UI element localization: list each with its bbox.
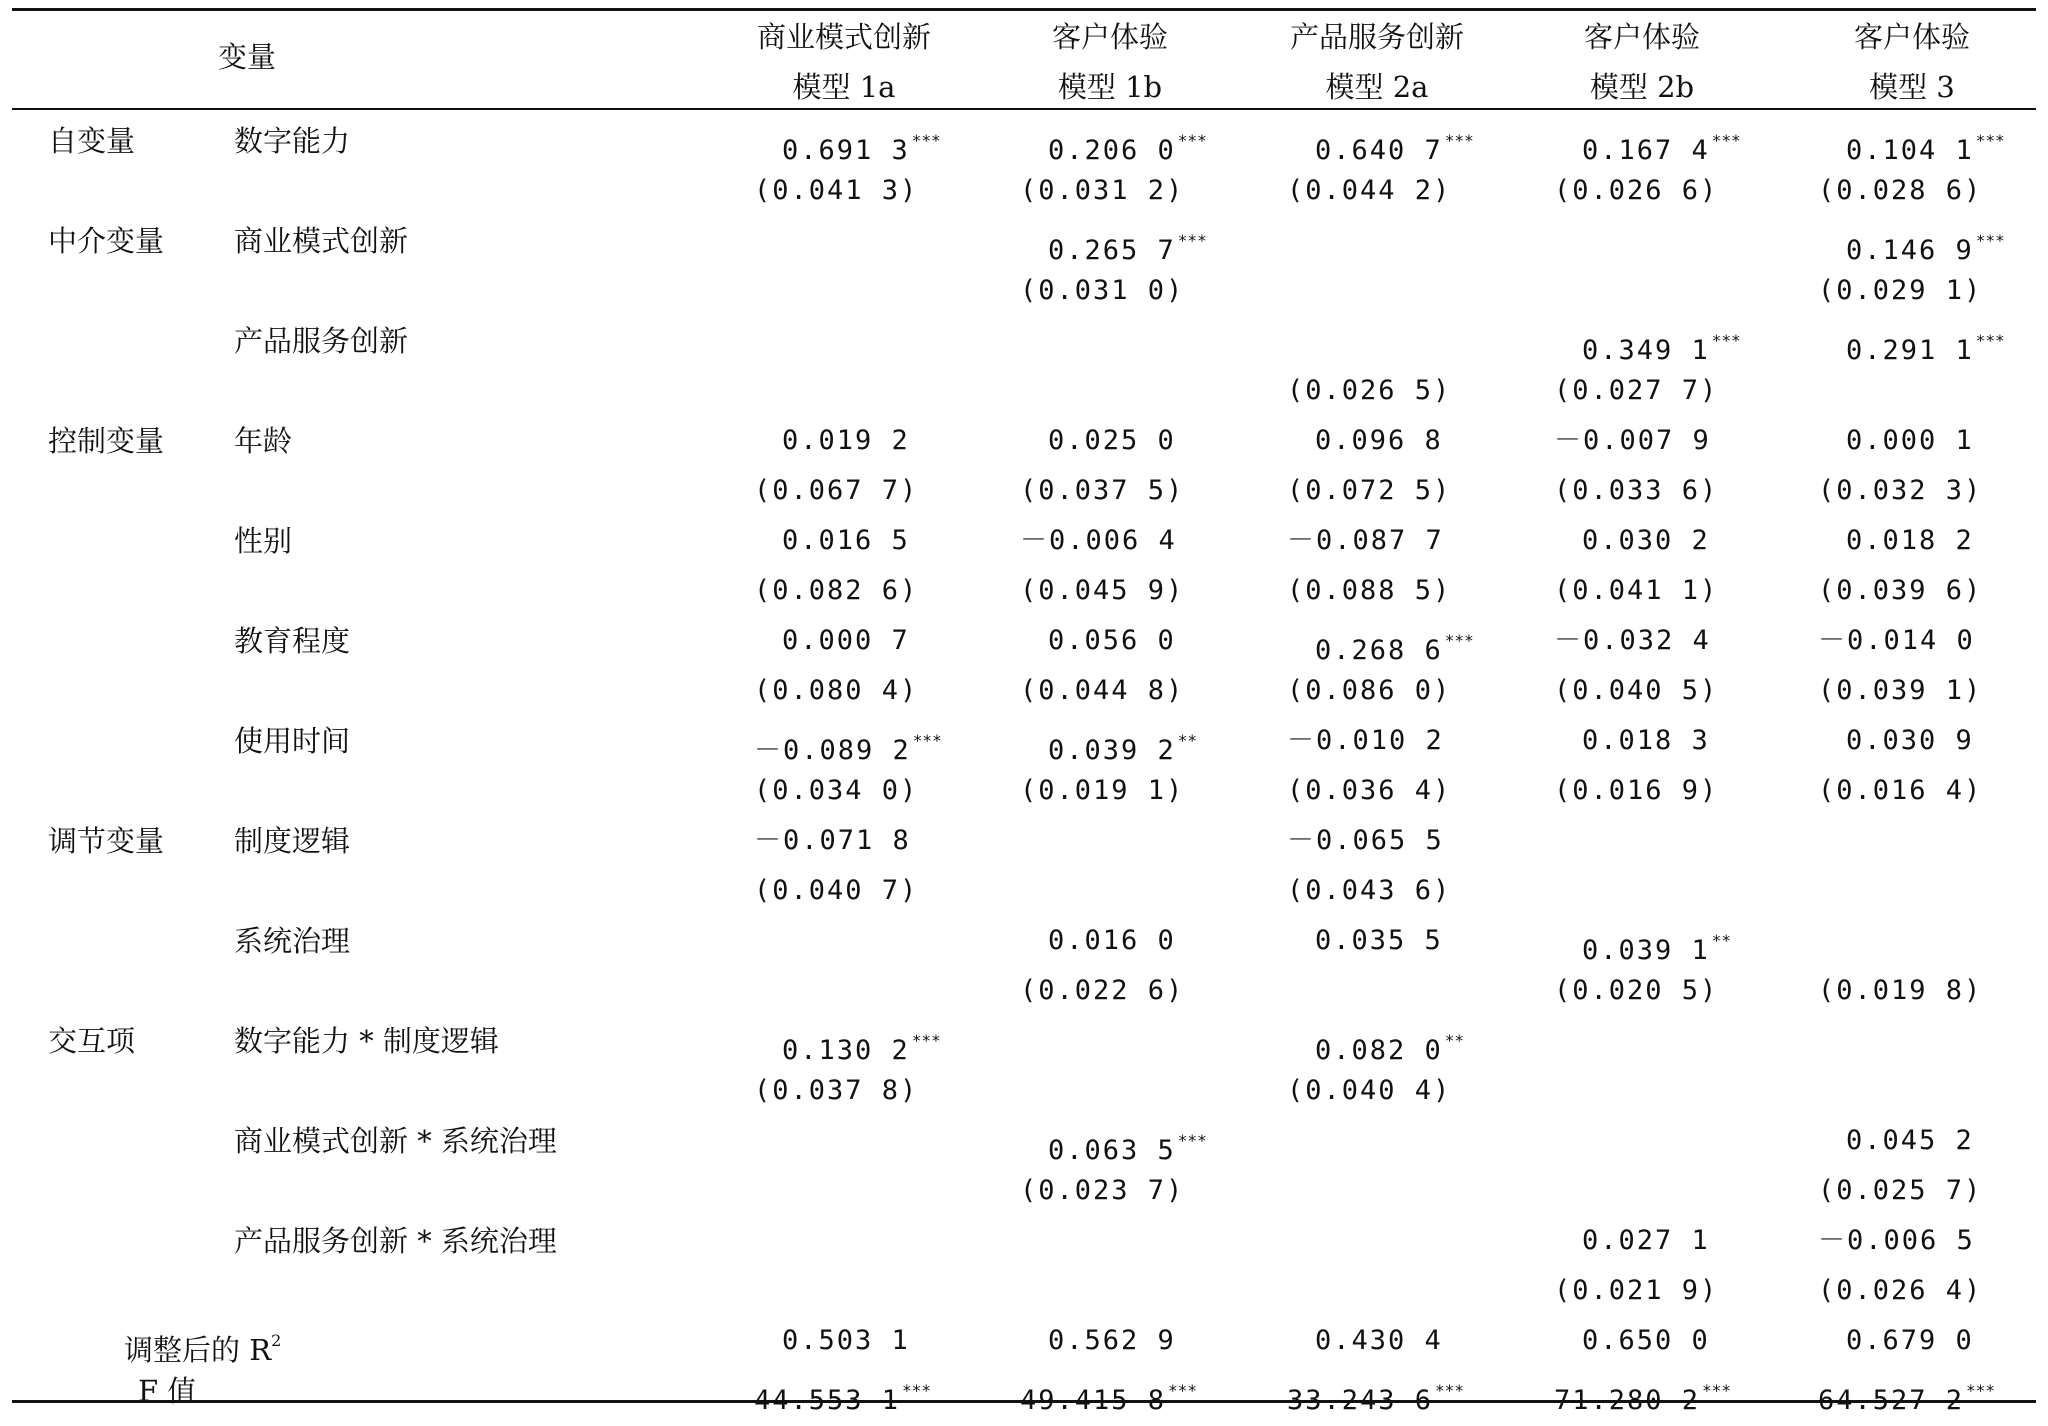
header-column-2 bbox=[980, 12, 1240, 112]
header-column-4 bbox=[1512, 12, 1772, 112]
std-error-cell: (0.086 0) bbox=[1287, 675, 1452, 706]
coefficient-cell bbox=[1287, 816, 1444, 866]
significance-stars: *** bbox=[1975, 131, 2005, 150]
summary-value bbox=[1287, 1366, 1464, 1416]
std-error-cell: (0.040 5) bbox=[1554, 675, 1719, 706]
value: 0.503 1 bbox=[782, 1325, 910, 1356]
coefficient-cell bbox=[1315, 616, 1474, 666]
std-error-cell: (0.045 9) bbox=[1020, 575, 1185, 606]
category-label: 自变量 bbox=[48, 124, 136, 158]
significance-stars: ** bbox=[1444, 1031, 1465, 1050]
coefficient-cell bbox=[1048, 416, 1176, 466]
std-error-cell: (0.031 2) bbox=[1020, 175, 1185, 206]
coefficient-cell bbox=[782, 1016, 941, 1066]
value: 0.000 7 bbox=[782, 625, 910, 656]
summary-value bbox=[1582, 1316, 1710, 1366]
value: 0.268 6 bbox=[1315, 635, 1443, 666]
variable-label: 系统治理 bbox=[234, 924, 351, 958]
coefficient-cell bbox=[782, 116, 941, 166]
std-error-cell: (0.026 6) bbox=[1554, 175, 1719, 206]
summary-value bbox=[1554, 1366, 1731, 1416]
value: 0.349 1 bbox=[1582, 335, 1710, 366]
significance-stars: ** bbox=[1711, 931, 1732, 950]
value: －0.014 0 bbox=[1818, 625, 1975, 656]
std-error-cell: (0.028 6) bbox=[1818, 175, 1983, 206]
column-title: 客户体验 bbox=[1583, 20, 1700, 54]
header-column-5 bbox=[1782, 12, 2042, 112]
summary-label bbox=[138, 1366, 196, 1416]
significance-stars: *** bbox=[911, 1031, 941, 1050]
value: －0.087 7 bbox=[1287, 525, 1444, 556]
std-error-cell: (0.022 6) bbox=[1020, 975, 1185, 1006]
value: －0.006 4 bbox=[1020, 525, 1177, 556]
significance-stars: *** bbox=[1702, 1381, 1731, 1400]
std-error-cell: (0.040 4) bbox=[1287, 1075, 1452, 1106]
coefficient-cell bbox=[1048, 1116, 1207, 1166]
coefficient-cell bbox=[1582, 116, 1741, 166]
variable-label: 产品服务创新 * 系统治理 bbox=[234, 1224, 557, 1258]
coefficient-cell bbox=[1582, 916, 1731, 966]
value: 0.035 5 bbox=[1315, 925, 1443, 956]
coefficient-cell bbox=[1048, 116, 1207, 166]
variable-label: 教育程度 bbox=[234, 624, 351, 658]
std-error-cell: (0.021 9) bbox=[1554, 1275, 1719, 1306]
value: 0.430 4 bbox=[1315, 1325, 1443, 1356]
std-error-cell: (0.037 8) bbox=[754, 1075, 919, 1106]
significance-stars: *** bbox=[1177, 1131, 1207, 1150]
summary-value bbox=[754, 1366, 931, 1416]
value: 71.280 2 bbox=[1554, 1385, 1701, 1416]
std-error-cell: (0.044 2) bbox=[1287, 175, 1452, 206]
significance-stars: *** bbox=[1444, 631, 1474, 650]
coefficient-cell bbox=[1846, 516, 1974, 566]
value: 0.082 0 bbox=[1315, 1035, 1443, 1066]
variable-label: 商业模式创新 bbox=[234, 224, 409, 258]
value: 0.056 0 bbox=[1048, 625, 1176, 656]
coefficient-cell bbox=[1846, 216, 2005, 266]
significance-stars: *** bbox=[1435, 1381, 1464, 1400]
coefficient-cell bbox=[1846, 1116, 1974, 1166]
category-label: 控制变量 bbox=[48, 424, 165, 458]
value: 0.167 4 bbox=[1582, 135, 1710, 166]
variable-label: 商业模式创新 * 系统治理 bbox=[234, 1124, 557, 1158]
value: 0.146 9 bbox=[1846, 235, 1974, 266]
std-error-cell: (0.080 4) bbox=[754, 675, 919, 706]
significance-stars: *** bbox=[1177, 231, 1207, 250]
significance-stars: *** bbox=[1966, 1381, 1995, 1400]
std-error-cell: (0.029 1) bbox=[1818, 275, 1983, 306]
value: 0.016 5 bbox=[782, 525, 910, 556]
std-error-cell: (0.016 9) bbox=[1554, 775, 1719, 806]
coefficient-cell bbox=[1582, 516, 1710, 566]
column-model: 模型 3 bbox=[1869, 70, 1955, 104]
std-error-cell: (0.039 1) bbox=[1818, 675, 1983, 706]
std-error-cell: (0.041 1) bbox=[1554, 575, 1719, 606]
value: 0.265 7 bbox=[1048, 235, 1176, 266]
std-error-cell: (0.016 4) bbox=[1818, 775, 1983, 806]
std-error-cell: (0.026 4) bbox=[1818, 1275, 1983, 1306]
coefficient-cell bbox=[1582, 316, 1741, 366]
coefficient-cell bbox=[782, 516, 910, 566]
coefficient-cell bbox=[782, 416, 910, 466]
coefficient-cell bbox=[1020, 516, 1177, 566]
coefficient-cell bbox=[754, 716, 942, 766]
significance-stars: *** bbox=[1711, 131, 1741, 150]
summary-label bbox=[124, 1316, 281, 1366]
significance-stars: *** bbox=[911, 131, 941, 150]
significance-stars: *** bbox=[902, 1381, 931, 1400]
value: 0.016 0 bbox=[1048, 925, 1176, 956]
value: －0.065 5 bbox=[1287, 825, 1444, 856]
std-error-cell: (0.025 7) bbox=[1818, 1175, 1983, 1206]
coefficient-cell bbox=[1315, 116, 1474, 166]
std-error-cell: (0.027 7) bbox=[1554, 375, 1719, 406]
coefficient-cell bbox=[1315, 416, 1443, 466]
value: 0.104 1 bbox=[1846, 135, 1974, 166]
coefficient-cell bbox=[1315, 916, 1443, 966]
value: 0.030 2 bbox=[1582, 525, 1710, 556]
std-error-cell: (0.026 5) bbox=[1287, 375, 1452, 406]
coefficient-cell bbox=[754, 816, 911, 866]
std-error-cell: (0.044 8) bbox=[1020, 675, 1185, 706]
column-title: 商业模式创新 bbox=[756, 20, 931, 54]
std-error-cell: (0.031 0) bbox=[1020, 275, 1185, 306]
value: 0.039 1 bbox=[1582, 935, 1710, 966]
header-variable: 变量 bbox=[217, 40, 276, 74]
std-error-cell: (0.036 4) bbox=[1287, 775, 1452, 806]
std-error-cell: (0.088 5) bbox=[1287, 575, 1452, 606]
top-rule bbox=[12, 8, 2036, 11]
value: －0.071 8 bbox=[754, 825, 911, 856]
std-error-cell: (0.041 3) bbox=[754, 175, 919, 206]
coefficient-cell bbox=[1582, 716, 1710, 766]
value: 0.018 2 bbox=[1846, 525, 1974, 556]
value: 0.063 5 bbox=[1048, 1135, 1176, 1166]
significance-stars: *** bbox=[1177, 131, 1207, 150]
category-label: 调节变量 bbox=[48, 824, 165, 858]
value: －0.010 2 bbox=[1287, 725, 1444, 756]
coefficient-cell bbox=[782, 616, 910, 666]
variable-label: 数字能力 bbox=[234, 124, 351, 158]
summary-value bbox=[1048, 1316, 1176, 1366]
summary-value bbox=[1818, 1366, 1995, 1416]
coefficient-cell bbox=[1582, 1216, 1710, 1266]
coefficient-cell bbox=[1048, 916, 1176, 966]
header-column-3 bbox=[1247, 12, 1507, 112]
coefficient-cell bbox=[1287, 716, 1444, 766]
value: 0.096 8 bbox=[1315, 425, 1443, 456]
column-title: 产品服务创新 bbox=[1289, 20, 1464, 54]
value: 0.206 0 bbox=[1048, 135, 1176, 166]
std-error-cell: (0.067 7) bbox=[754, 475, 919, 506]
std-error-cell: (0.037 5) bbox=[1020, 475, 1185, 506]
value: 0.650 0 bbox=[1582, 1325, 1710, 1356]
significance-stars: *** bbox=[912, 731, 942, 750]
coefficient-cell bbox=[1048, 216, 1207, 266]
std-error-cell: (0.034 0) bbox=[754, 775, 919, 806]
coefficient-cell bbox=[1846, 116, 2005, 166]
coefficient-cell bbox=[1287, 516, 1444, 566]
superscript: 2 bbox=[271, 1331, 282, 1350]
std-error-cell: (0.082 6) bbox=[754, 575, 919, 606]
column-model: 模型 2a bbox=[1325, 70, 1429, 104]
value: 0.030 9 bbox=[1846, 725, 1974, 756]
value: 33.243 6 bbox=[1287, 1385, 1434, 1416]
header-column-1 bbox=[714, 12, 974, 112]
category-label: 中介变量 bbox=[48, 224, 165, 258]
summary-value bbox=[1315, 1316, 1443, 1366]
std-error-cell: (0.032 3) bbox=[1818, 475, 1983, 506]
coefficient-cell bbox=[1315, 1016, 1464, 1066]
variable-label: 产品服务创新 bbox=[234, 324, 409, 358]
variable-label: 数字能力 * 制度逻辑 bbox=[234, 1024, 499, 1058]
coefficient-cell bbox=[1846, 316, 2005, 366]
column-model: 模型 1b bbox=[1057, 70, 1163, 104]
value: 44.553 1 bbox=[754, 1385, 901, 1416]
coefficient-cell bbox=[1048, 716, 1197, 766]
value: 0.640 7 bbox=[1315, 135, 1443, 166]
std-error-cell: (0.040 7) bbox=[754, 875, 919, 906]
variable-label: 年龄 bbox=[234, 424, 293, 458]
significance-stars: ** bbox=[1177, 731, 1198, 750]
variable-label: 使用时间 bbox=[234, 724, 351, 758]
value: 0.130 2 bbox=[782, 1035, 910, 1066]
coefficient-cell bbox=[1554, 616, 1711, 666]
variable-label: 性别 bbox=[234, 524, 293, 558]
value: 0.025 0 bbox=[1048, 425, 1176, 456]
column-model: 模型 2b bbox=[1589, 70, 1695, 104]
value: －0.032 4 bbox=[1554, 625, 1711, 656]
coefficient-cell bbox=[1846, 716, 1974, 766]
std-error-cell: (0.019 1) bbox=[1020, 775, 1185, 806]
value: －0.089 2 bbox=[754, 735, 911, 766]
value: 0.679 0 bbox=[1846, 1325, 1974, 1356]
summary-label-text: F 值 bbox=[138, 1374, 197, 1408]
significance-stars: *** bbox=[1168, 1381, 1197, 1400]
summary-value bbox=[782, 1316, 910, 1366]
category-label: 交互项 bbox=[48, 1024, 136, 1058]
value: 49.415 8 bbox=[1020, 1385, 1167, 1416]
value: 0.027 1 bbox=[1582, 1225, 1710, 1256]
std-error-cell: (0.033 6) bbox=[1554, 475, 1719, 506]
column-title: 客户体验 bbox=[1853, 20, 1970, 54]
std-error-cell: (0.023 7) bbox=[1020, 1175, 1185, 1206]
significance-stars: *** bbox=[1711, 331, 1741, 350]
value: －0.006 5 bbox=[1818, 1225, 1975, 1256]
value: 0.019 2 bbox=[782, 425, 910, 456]
significance-stars: *** bbox=[1975, 231, 2005, 250]
std-error-cell: (0.043 6) bbox=[1287, 875, 1452, 906]
value: 0.039 2 bbox=[1048, 735, 1176, 766]
value: －0.007 9 bbox=[1554, 425, 1711, 456]
summary-label-text: 调整后的 R bbox=[124, 1333, 272, 1367]
coefficient-cell bbox=[1818, 1216, 1975, 1266]
column-title: 客户体验 bbox=[1051, 20, 1168, 54]
std-error-cell: (0.019 8) bbox=[1818, 975, 1983, 1006]
coefficient-cell bbox=[1554, 416, 1711, 466]
significance-stars: *** bbox=[1975, 331, 2005, 350]
coefficient-cell bbox=[1048, 616, 1176, 666]
summary-value bbox=[1846, 1316, 1974, 1366]
variable-label: 制度逻辑 bbox=[234, 824, 351, 858]
column-model: 模型 1a bbox=[792, 70, 896, 104]
coefficient-cell bbox=[1846, 416, 1974, 466]
value: 64.527 2 bbox=[1818, 1385, 1965, 1416]
std-error-cell: (0.072 5) bbox=[1287, 475, 1452, 506]
value: 0.000 1 bbox=[1846, 425, 1974, 456]
value: 0.045 2 bbox=[1846, 1125, 1974, 1156]
std-error-cell: (0.020 5) bbox=[1554, 975, 1719, 1006]
coefficient-cell bbox=[1818, 616, 1975, 666]
value: 0.018 3 bbox=[1582, 725, 1710, 756]
std-error-cell: (0.039 6) bbox=[1818, 575, 1983, 606]
value: 0.691 3 bbox=[782, 135, 910, 166]
value: 0.291 1 bbox=[1846, 335, 1974, 366]
value: 0.562 9 bbox=[1048, 1325, 1176, 1356]
significance-stars: *** bbox=[1444, 131, 1474, 150]
summary-value bbox=[1020, 1366, 1197, 1416]
